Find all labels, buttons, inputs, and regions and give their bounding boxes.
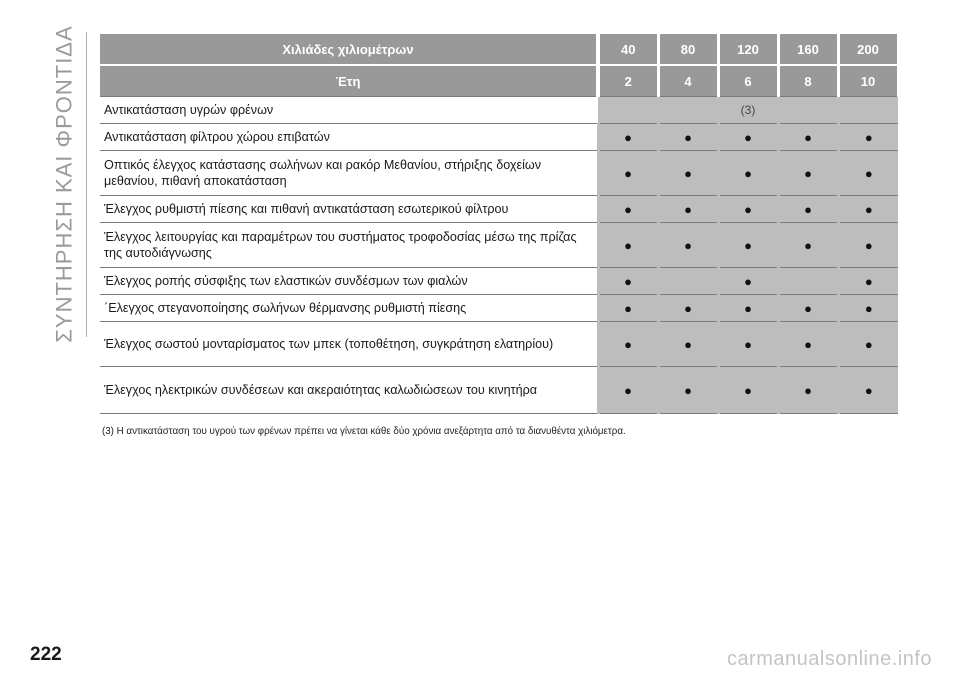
check-mark: ●: [718, 223, 778, 268]
row-label: Έλεγχος ηλεκτρικών συνδέσεων και ακεραιότητας καλωδιώσεων του κινητήρα: [100, 367, 598, 414]
table-row: [100, 268, 898, 295]
row-label: Αντικατάσταση φίλτρου χώρου επιβατών: [100, 124, 598, 151]
check-mark: ●: [778, 151, 838, 196]
check-mark: ●: [598, 268, 658, 295]
empty-mark: [658, 268, 718, 295]
empty-mark: [778, 268, 838, 295]
km-header-value: 160: [778, 34, 838, 65]
check-mark: ●: [658, 124, 718, 151]
section-title: [52, 25, 78, 343]
km-header-value: 80: [658, 34, 718, 65]
check-mark: ●: [838, 367, 898, 414]
page-number: 222: [30, 644, 62, 665]
check-mark: ●: [598, 151, 658, 196]
check-mark: ●: [598, 295, 658, 322]
check-mark: ●: [778, 196, 838, 223]
check-mark: ●: [838, 295, 898, 322]
check-mark: ●: [838, 268, 898, 295]
check-mark: ●: [778, 124, 838, 151]
table-row: [100, 367, 898, 414]
years-header-value: 6: [718, 65, 778, 97]
check-mark: ●: [658, 367, 718, 414]
check-mark: ●: [838, 151, 898, 196]
check-mark: ●: [718, 322, 778, 367]
header-row-years: [100, 65, 898, 97]
table-row: [100, 97, 898, 124]
check-mark: ●: [658, 151, 718, 196]
check-mark: ●: [838, 223, 898, 268]
check-mark: ●: [778, 367, 838, 414]
km-header-label: Χιλιάδες χιλιομέτρων: [100, 34, 598, 65]
check-mark: ●: [718, 367, 778, 414]
header-row-km: [100, 34, 898, 65]
km-header-value: 200: [838, 34, 898, 65]
row-label: Έλεγχος λειτουργίας και παραμέτρων του συστήματος τροφοδοσίας μέσω της πρίζας της αυτοδιάγνωσης: [100, 223, 598, 268]
years-header-value: 2: [598, 65, 658, 97]
table-row: [100, 151, 898, 196]
footnote: (3) Η αντικατάσταση του υγρού των φρένων πρέπει να γίνεται κάθε δύο χρόνια ανεξάρτητα από τα διανυθέντα χιλιόμετρα.: [102, 426, 626, 437]
check-mark: ●: [598, 322, 658, 367]
check-mark: ●: [838, 196, 898, 223]
check-mark: ●: [718, 124, 778, 151]
row-label: Έλεγχος ροπής σύσφιξης των ελαστικών συνδέσμων των φιαλών: [100, 268, 598, 295]
row-label: ΄Ελεγχος στεγανοποίησης σωλήνων θέρμανσης ρυθμιστή πίεσης: [100, 295, 598, 322]
row-label: Αντικατάσταση υγρών φρένων: [100, 97, 598, 124]
check-mark: ●: [658, 196, 718, 223]
years-header-label: Έτη: [100, 65, 598, 97]
check-mark: ●: [658, 223, 718, 268]
table-row: [100, 124, 898, 151]
check-mark: ●: [598, 124, 658, 151]
years-header-value: 10: [838, 65, 898, 97]
check-mark: ●: [598, 367, 658, 414]
check-mark: ●: [658, 295, 718, 322]
row-note: (3): [598, 97, 898, 124]
table-row: [100, 322, 898, 367]
km-header-value: 40: [598, 34, 658, 65]
check-mark: ●: [778, 295, 838, 322]
table-row: [100, 295, 898, 322]
km-header-value: 120: [718, 34, 778, 65]
section-divider: [86, 32, 87, 337]
table-row: [100, 196, 898, 223]
check-mark: ●: [598, 196, 658, 223]
row-label: Οπτικός έλεγχος κατάστασης σωλήνων και ρακόρ Μεθανίου, στήριξης δοχείων μεθανίου, πιθανή αποκατάσταση: [100, 151, 598, 196]
years-header-value: 4: [658, 65, 718, 97]
check-mark: ●: [598, 223, 658, 268]
check-mark: ●: [718, 196, 778, 223]
section-title-text: ΣΥΝΤΗΡΗΣΗ ΚΑΙ ΦΡΟΝΤΙΔΑ: [52, 25, 77, 343]
watermark-text: carmanualsonline.info: [726, 648, 932, 670]
check-mark: ●: [718, 151, 778, 196]
table-row: [100, 223, 898, 268]
years-header-value: 8: [778, 65, 838, 97]
check-mark: ●: [718, 295, 778, 322]
row-label: Έλεγχος σωστού μονταρίσματος των μπεκ (τοποθέτηση, συγκράτηση ελατηρίου): [100, 322, 598, 367]
check-mark: ●: [778, 322, 838, 367]
check-mark: ●: [838, 124, 898, 151]
check-mark: ●: [718, 268, 778, 295]
check-mark: ●: [778, 223, 838, 268]
check-mark: ●: [658, 322, 718, 367]
maintenance-table: [100, 34, 900, 414]
check-mark: ●: [838, 322, 898, 367]
row-label: Έλεγχος ρυθμιστή πίεσης και πιθανή αντικατάσταση εσωτερικού φίλτρου: [100, 196, 598, 223]
